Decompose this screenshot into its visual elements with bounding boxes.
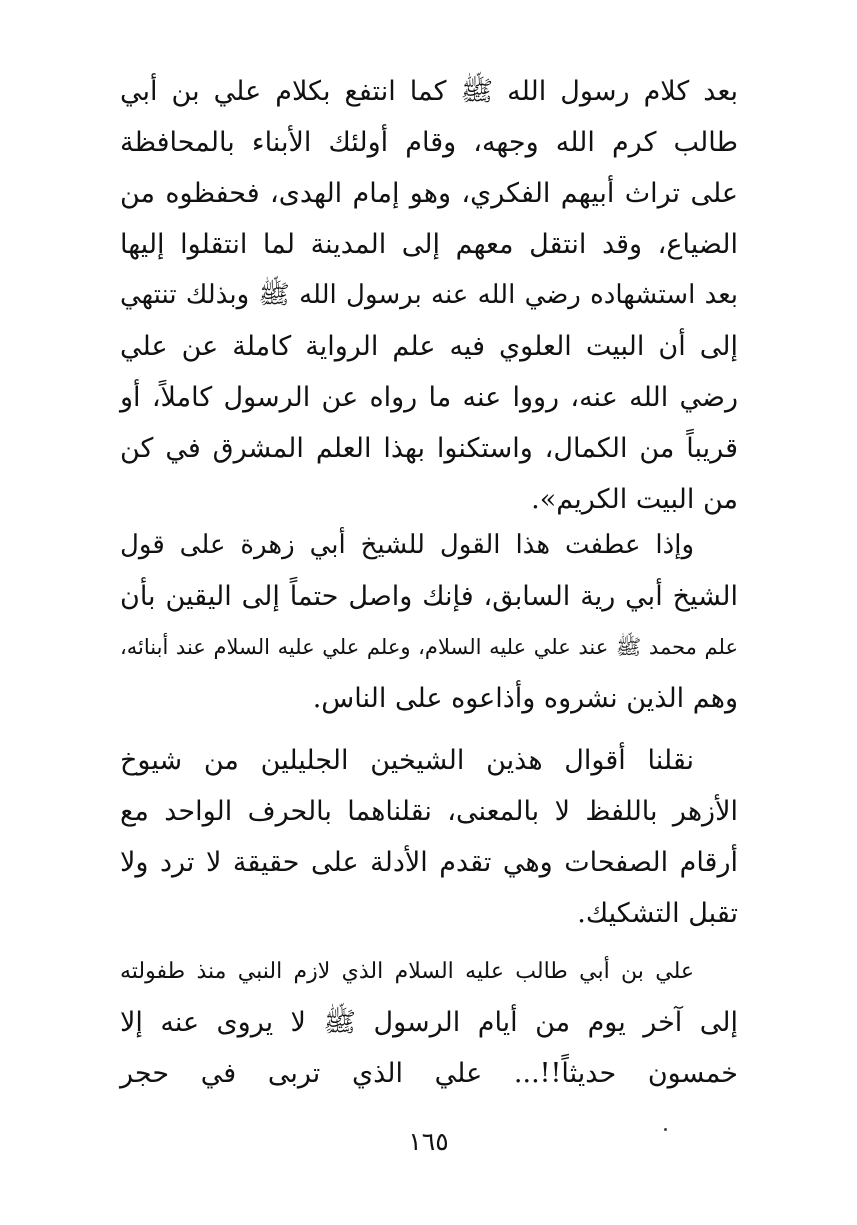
text-line: وإذا عطفت هذا القول للشيخ أبي زهرة على قول [120,530,694,560]
text-line: أرقام الصفحات وهي تقدم الأدلة على حقيقة لا ترد ولا [120,847,738,878]
text-line: إلى أن البيت العلوي فيه علم الرواية كاملة عن علي [120,331,738,362]
text-line: الأزهر باللفظ لا بالمعنى، نقلناهما بالحرف الواحد مع [120,796,738,827]
text-line: قريباً من الكمال، واستكنوا بهذا العلم المشرق في كن [120,433,738,464]
text-line: على تراث أبيهم الفكري، وهو إمام الهدى، فحفظوه من [120,178,738,209]
text-line: بعد استشهاده رضي الله عنه برسول الله ﷺ وبذلك تنتهي [120,280,738,310]
text-line: طالب كرم الله وجهه، وقام أولئك الأبناء بالمحافظة [120,127,738,158]
page-number: ١٦٥ [408,1127,449,1156]
text-line: نقلنا أقوال هذين الشيخين الجليلين من شيوخ [120,745,694,776]
text-line: وهم الذين نشروه وأذاعوه على الناس. [312,683,738,714]
text-line: علي بن أبي طالب عليه السلام الذي لازم النبي منذ طفولته [120,959,694,984]
text-line: الضياع، وقد انتقل معهم إلى المدينة لما انتقلوا إليها [120,229,738,260]
text-line: من البيت الكريم». [531,484,738,515]
text-line: إلى آخر يوم من أيام الرسول ﷺ لا يروى عنه إلا [120,1007,738,1038]
text-line: تقبل التشكيك. [577,898,738,929]
paragraph-4 [120,946,738,1099]
text-line: الشيخ أبي رية السابق، فإنك واصل حتماً إلى اليقين بأن [120,581,738,612]
text-line: بعد كلام رسول الله ﷺ كما انتفع بكلام علي بن أبي [120,76,738,107]
paragraph-1 [120,66,738,525]
text-line: خمسون حديثاً!!... علي الذي تربى في حجر [120,1058,738,1089]
paragraph-3 [120,735,738,939]
scan-speck [664,1128,667,1131]
text-line: علم محمد ﷺ عند علي عليه السلام، وعلم علي عليه السلام عند أبنائه، [120,635,738,659]
paragraph-2 [120,520,738,724]
text-line: رضي الله عنه، رووا عنه ما رواه عن الرسول كاملاً، أو [120,382,738,413]
